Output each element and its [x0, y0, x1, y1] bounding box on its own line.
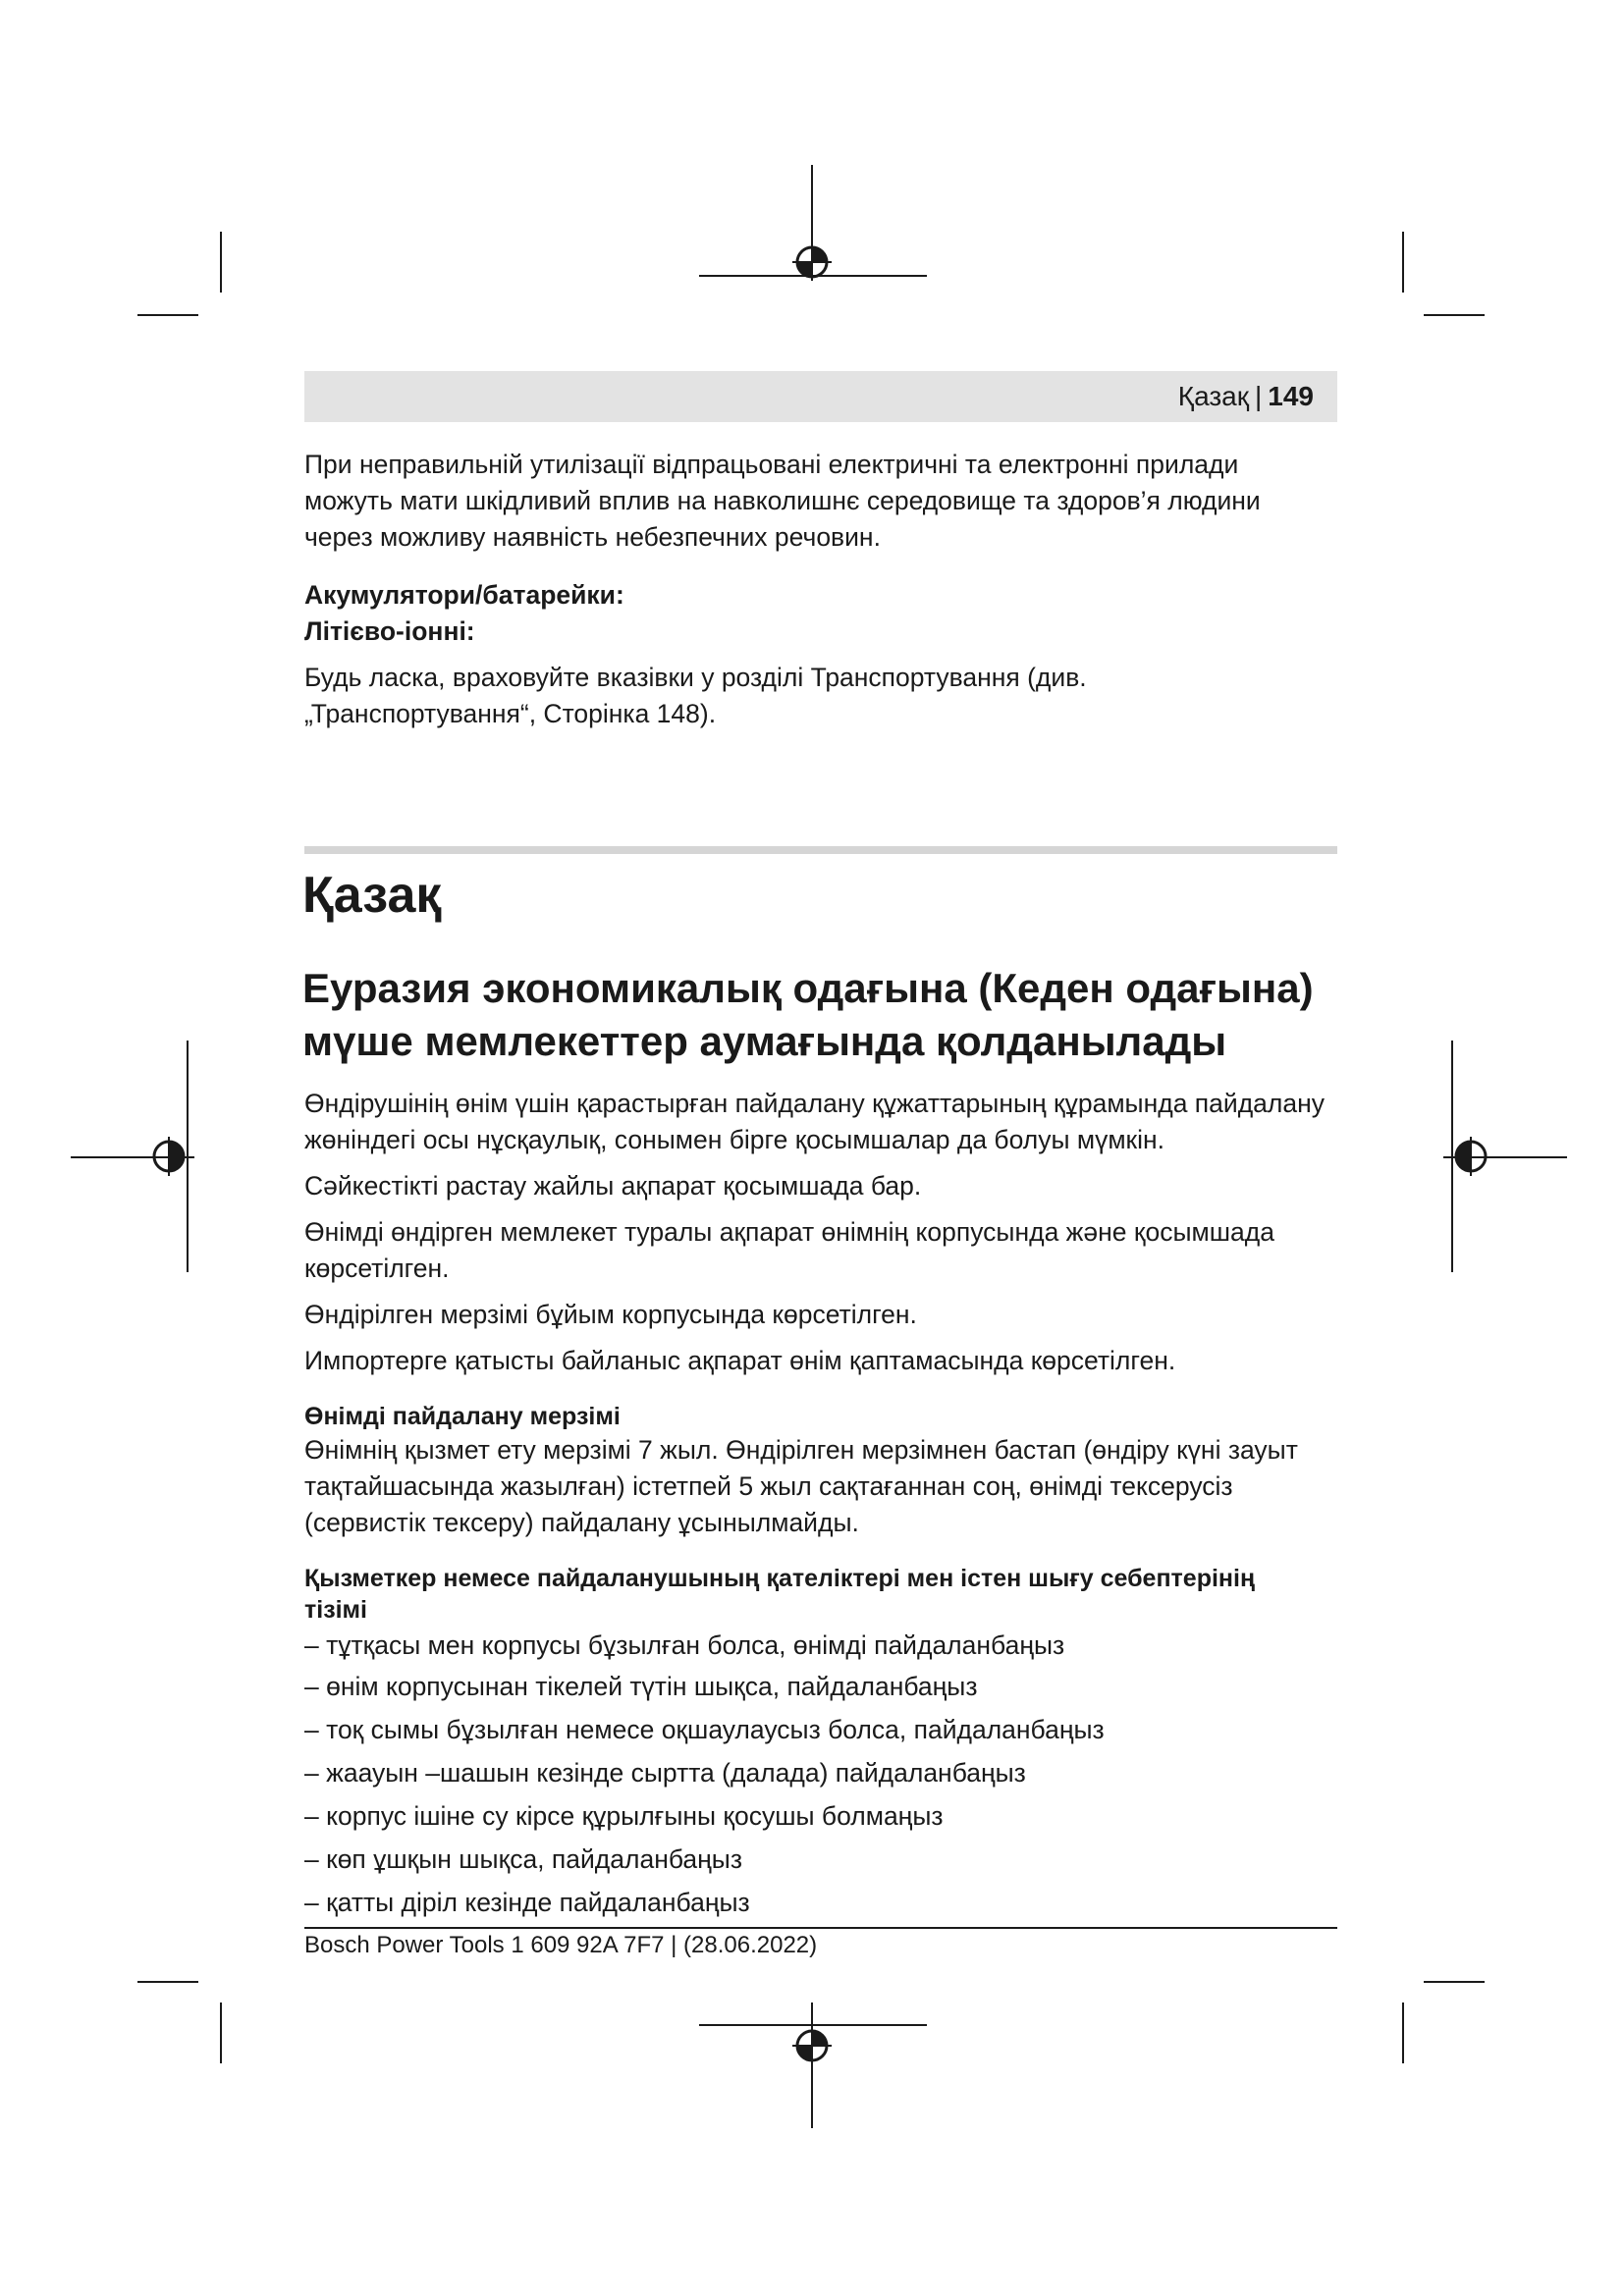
service-life-line: Өнімнің қызмет ету мерзімі 7 жыл. Өндірілген мерзімнен бастап (өндіру күні зауыт: [304, 1435, 1298, 1465]
page-number: 149: [1268, 381, 1314, 411]
disposal-line: через можливу наявність небезпечних речовин.: [304, 522, 881, 552]
list-item: – көп ұшқын шықса, пайдаланбаңыз: [304, 1844, 742, 1874]
section-title: Қазақ: [302, 867, 442, 924]
registration-target-icon: [792, 2026, 832, 2065]
crop-mark: [1424, 314, 1485, 316]
registration-target-icon: [1451, 1137, 1490, 1176]
page-header: [304, 371, 1337, 422]
section-subtitle: [302, 962, 1343, 1068]
crop-mark: [1402, 2002, 1404, 2063]
section-divider: [304, 846, 1337, 854]
errors-heading-line: Қызметкер немесе пайдаланушының қателіктері мен істен шығу себептерінің: [304, 1565, 1256, 1592]
header-section: Қазақ: [1177, 381, 1249, 411]
subtitle-line: Еуразия экономикалық одағына (Кеден одағына): [302, 965, 1314, 1011]
registration-target-icon: [149, 1137, 189, 1176]
list-item: – тоқ сымы бұзылған немесе оқшаулаусыз болса, пайдаланбаңыз: [304, 1715, 1105, 1744]
crop-mark: [1424, 1981, 1485, 1983]
disposal-line: можуть мати шкідливий вплив на навколишнє середовище та здоров’я людини: [304, 486, 1261, 515]
list-item: – өнім корпусынан тікелей түтін шықса, пайдаланбаңыз: [304, 1672, 978, 1701]
paragraph-line: көрсетілген.: [304, 1254, 450, 1283]
paragraph-line: Өндірушінің өнім үшін қарастырған пайдалану құжаттарының құрамында пайдалану: [304, 1089, 1325, 1118]
errors-heading-line: тізімі: [304, 1596, 368, 1624]
lithium-heading: Літієво-іонні:: [304, 616, 475, 646]
registration-line: [811, 2002, 813, 2128]
paragraph: Өндірілген мерзімі бұйым корпусында көрсетілген.: [304, 1300, 917, 1329]
crop-mark: [220, 232, 222, 293]
crop-mark: [220, 2002, 222, 2063]
disposal-line: При неправильній утилізації відпрацьовані електричні та електронні прилади: [304, 450, 1239, 479]
paragraph: Сәйкестікті растау жайлы ақпарат қосымшада бар.: [304, 1171, 922, 1201]
crop-mark: [137, 1981, 198, 1983]
kazakh-content: [304, 1086, 1337, 1924]
service-life-line: (сервистік тексеру) пайдалану ұсынылмайды.: [304, 1508, 859, 1537]
paragraph-line: жөніндегі осы нұсқаулық, сонымен бірге қосымшалар да болуы мүмкін.: [304, 1125, 1165, 1154]
batteries-heading: Акумулятори/батарейки:: [304, 580, 624, 610]
footer-text: Bosch Power Tools 1 609 92A 7F7 | (28.06.2022): [304, 1932, 818, 1958]
registration-target-icon: [792, 242, 832, 282]
paragraph-line: Өнімді өндірген мемлекет туралы ақпарат өнімнің корпусында және қосымшада: [304, 1217, 1274, 1247]
subtitle-line: мүше мемлекеттер аумағында қолданылады: [302, 1018, 1227, 1064]
list-item: – тұтқасы мен корпусы бұзылған болса, өнімді пайдаланбаңыз: [304, 1630, 1065, 1660]
paragraph: Импортерге қатысты байланыс ақпарат өнім қаптамасында көрсетілген.: [304, 1346, 1176, 1375]
footer-divider: [304, 1927, 1337, 1929]
crop-mark: [1402, 232, 1404, 293]
transport-line: Будь ласка, враховуйте вказівки у розділі Транспортування (див.: [304, 663, 1087, 692]
crop-mark: [137, 314, 198, 316]
header-label: Қазақ | 149: [1177, 381, 1314, 411]
ukrainian-content: [304, 447, 1337, 732]
list-item: – қатты діріл кезінде пайдаланбаңыз: [304, 1888, 750, 1917]
service-life-heading: Өнімді пайдалану мерзімі: [304, 1403, 621, 1430]
list-item: – жаауын –шашын кезінде сыртта (далада) пайдаланбаңыз: [304, 1758, 1026, 1788]
list-item: – корпус ішіне су кірсе құрылғыны қосушы болмаңыз: [304, 1801, 944, 1831]
service-life-line: тақтайшасында жазылған) істетпей 5 жыл сақтағаннан соң, өнімді тексерусіз: [304, 1471, 1233, 1501]
transport-line: „Транспортування“, Сторінка 148).: [304, 699, 717, 728]
